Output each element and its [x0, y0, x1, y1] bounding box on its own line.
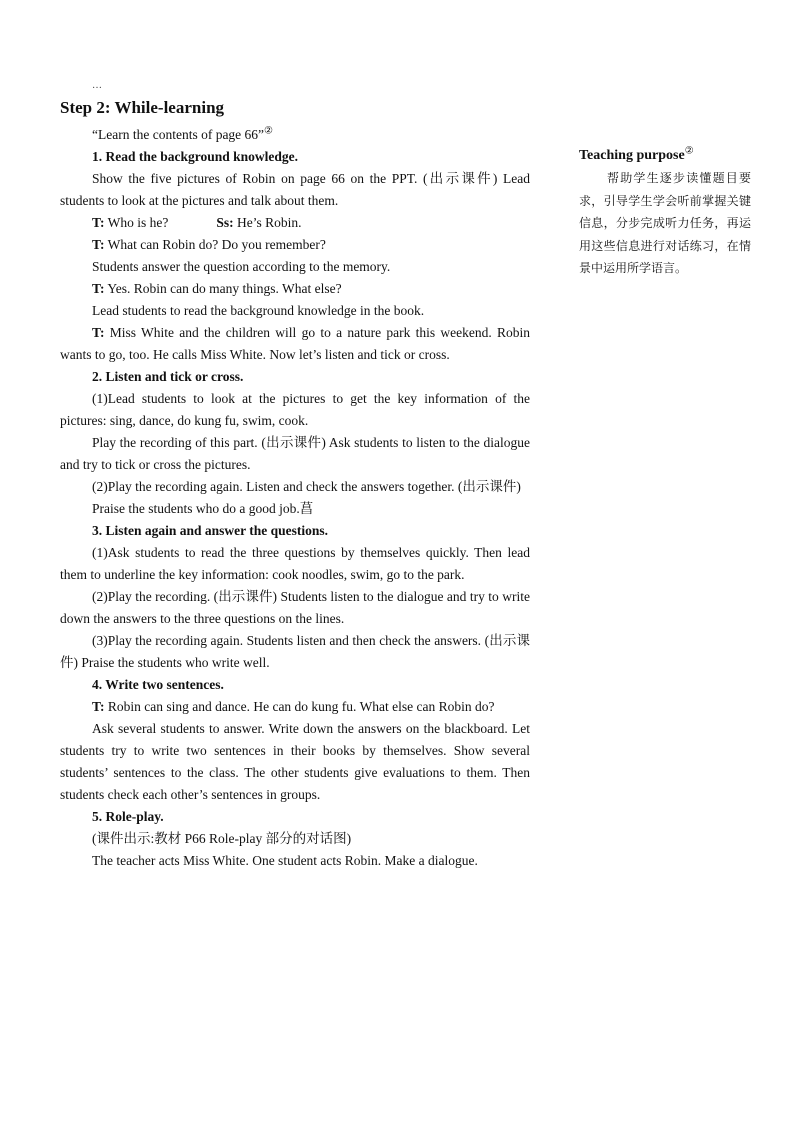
speaker-label: T: — [92, 215, 105, 230]
footnote-mark: ② — [684, 145, 694, 157]
paragraph: The teacher acts Miss White. One student acts Robin. Make a dialogue. — [92, 853, 478, 868]
section-title-2: 2. Listen and tick or cross. — [92, 369, 244, 384]
paragraph: (2)Play the recording again. Listen and check the answers together. (出示课件) — [92, 479, 521, 494]
paragraph: Ask several students to answer. Write down the answers on the blackboard. Let students try to write two sentences in their books by themselves. Show several students’ sentences to the class. The other students give evaluations to them. Then students check each other’s sentences in groups. — [60, 721, 530, 802]
speaker-label: Ss: — [216, 215, 234, 230]
intro-line — [60, 124, 530, 146]
paragraph: (课件出示:教材 P66 Role-play 部分的对话图) — [92, 831, 352, 846]
sidebar-body: 帮助学生逐步读懂题目要求，引导学生学会听前掌握关键信息，分步完成听力任务，再运用这些信息进行对话练习，在情景中运用所学语言。 — [579, 171, 751, 275]
main-content — [60, 124, 530, 872]
paragraph: Students answer the question according to the memory. — [92, 259, 391, 274]
paragraph: Show the five pictures of Robin on page 66 on the PPT. (出示课件) Lead students to look at the pictures and talk about them. — [60, 171, 530, 208]
section-title-1: 1. Read the background knowledge. — [92, 149, 299, 164]
ellipsis-marker: … — [92, 80, 103, 91]
paragraph: Play the recording of this part. (出示课件) Ask students to listen to the dialogue and try to tick or cross the pictures. — [60, 435, 530, 472]
paragraph: (3)Play the recording again. Students listen and then check the answers. (出示课件) Praise the students who write well. — [60, 633, 530, 670]
dialogue-text: What can Robin do? Do you remember? — [107, 237, 326, 252]
section-title-4: 4. Write two sentences. — [92, 677, 224, 692]
dialogue-line — [60, 278, 530, 300]
dialogue-text: Yes. Robin can do many things. What else? — [107, 281, 342, 296]
paragraph: (2)Play the recording. (出示课件) Students listen to the dialogue and try to write down the answers to the three questions on the lines. — [60, 589, 530, 626]
speaker-label: T: — [92, 281, 105, 296]
dialogue-text: Who is he? — [107, 215, 169, 230]
dialogue-line — [60, 212, 530, 234]
dialogue-text: Miss White and the children will go to a nature park this weekend. Robin wants to go, too. He calls Miss White. Now let’s listen and tick or cross. — [60, 325, 530, 362]
dialogue-text: Robin can sing and dance. He can do kung fu. What else can Robin do? — [107, 699, 495, 714]
speaker-label: T: — [92, 699, 105, 714]
section-title-3: 3. Listen again and answer the questions. — [92, 523, 329, 538]
step-heading: Step 2: While-learning — [60, 98, 225, 117]
section-title-5: 5. Role-play. — [92, 809, 164, 824]
teaching-purpose-sidebar — [579, 144, 751, 280]
paragraph: (1)Ask students to read the three questions by themselves quickly. Then lead them to underline the key information: cook noodles, swim, go to the park. — [60, 545, 530, 582]
dialogue-text: He’s Robin. — [237, 215, 302, 230]
paragraph: Lead students to read the background knowledge in the book. — [92, 303, 425, 318]
intro-text: “Learn the contents of page 66” — [92, 127, 265, 142]
sidebar-title: Teaching purpose — [579, 148, 685, 163]
dialogue-line — [60, 696, 530, 718]
speaker-label: T: — [92, 237, 105, 252]
dialogue-line — [60, 322, 530, 366]
footnote-mark: ② — [264, 125, 274, 137]
paragraph: Praise the students who do a good job.菖 — [92, 501, 314, 516]
dialogue-line — [60, 234, 530, 256]
speaker-label: T: — [92, 325, 105, 340]
paragraph: (1)Lead students to look at the pictures to get the key information of the pictures: sing, dance, do kung fu, swim, cook. — [60, 391, 530, 428]
sidebar-title-line — [579, 144, 751, 167]
